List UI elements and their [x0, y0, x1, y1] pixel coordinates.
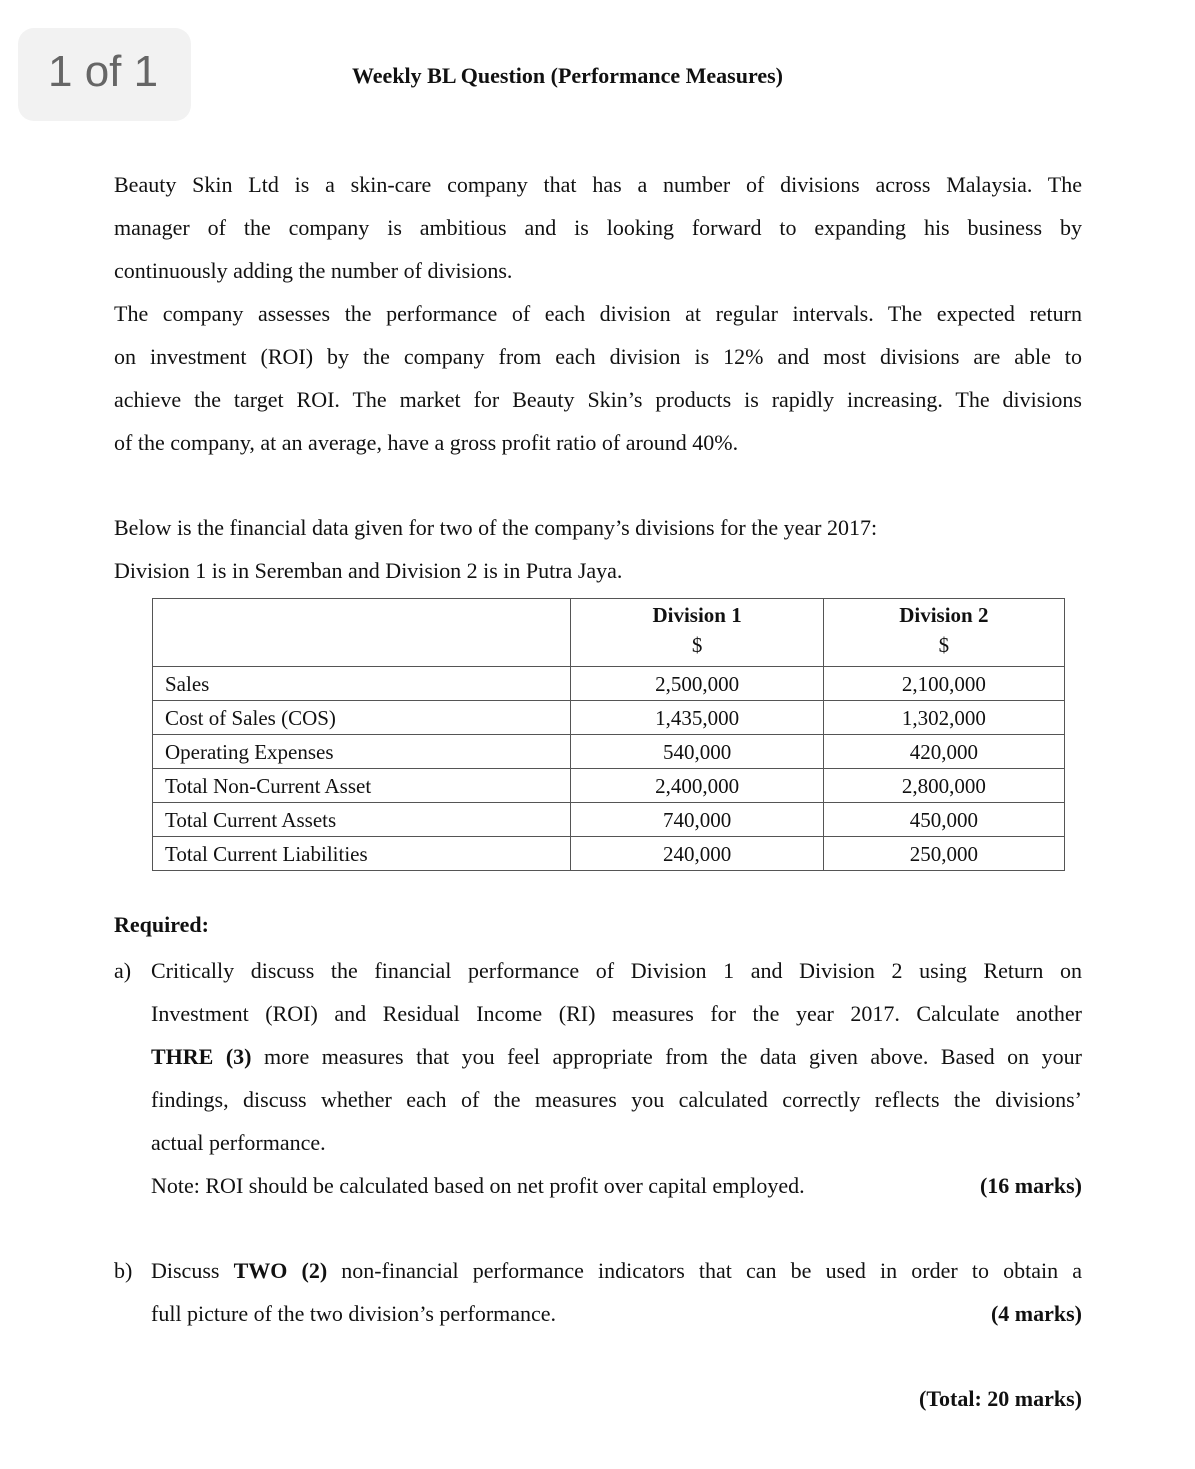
- row-label: Total Non-Current Asset: [153, 769, 571, 803]
- question-line: Investment (ROI) and Residual Income (RI) measures for the year 2017. Calculate another: [151, 1001, 1082, 1026]
- bold-count: THRE (3): [151, 1044, 252, 1069]
- page-indicator: 1 of 1: [18, 28, 191, 121]
- currency-symbol: $: [938, 633, 950, 657]
- data-intro-line: Below is the financial data given for two of the company’s divisions for the year 2017:: [114, 515, 878, 540]
- table-row: [153, 803, 1065, 837]
- division-1-value: 240,000: [571, 837, 823, 871]
- table-row: [153, 701, 1065, 735]
- intro-line: achieve the target ROI. The market for Beauty Skin’s products is rapidly increasing. The divisions: [114, 387, 1082, 412]
- question-line: findings, discuss whether each of the measures you calculated correctly reflects the divisions’: [151, 1087, 1082, 1112]
- table-row: [153, 667, 1065, 701]
- marks-label: (16 marks): [979, 1173, 1082, 1198]
- row-label: Cost of Sales (COS): [153, 701, 571, 735]
- question-body: [151, 1249, 1082, 1335]
- currency-symbol: $: [691, 633, 703, 657]
- intro-paragraph: [114, 163, 1082, 464]
- question-line-rest: non-financial performance indicators that can be used in order to obtain a: [327, 1258, 1082, 1283]
- bold-count: TWO (2): [233, 1258, 328, 1283]
- question-letter: a): [114, 958, 132, 983]
- table-row: [153, 837, 1065, 871]
- row-label: Sales: [153, 667, 571, 701]
- division-1-value: 740,000: [571, 803, 823, 837]
- division-2-value: 420,000: [823, 735, 1064, 769]
- division-1-value: 540,000: [571, 735, 823, 769]
- header-division-2: [823, 599, 1064, 667]
- question-b: [114, 1249, 1082, 1335]
- document-title: Weekly BL Question (Performance Measures): [352, 63, 783, 88]
- intro-line: of the company, at an average, have a gross profit ratio of around 40%.: [114, 430, 739, 455]
- division-1-value: 2,500,000: [571, 667, 823, 701]
- intro-line: The company assesses the performance of each division at regular intervals. The expected return: [114, 301, 1082, 326]
- note-row: [151, 1164, 1082, 1207]
- data-intro-paragraph: [114, 506, 1082, 592]
- division-name: Division 2: [899, 603, 989, 627]
- intro-line: continuously adding the number of divisions.: [114, 258, 513, 283]
- division-2-value: 2,100,000: [823, 667, 1064, 701]
- question-line: [151, 1035, 1082, 1078]
- data-intro-line: Division 1 is in Seremban and Division 2 is in Putra Jaya.: [114, 558, 623, 583]
- intro-line: manager of the company is ambitious and is looking forward to expanding his business by: [114, 215, 1082, 240]
- financial-data-table: [152, 598, 1065, 871]
- division-2-value: 2,800,000: [823, 769, 1064, 803]
- division-2-value: 1,302,000: [823, 701, 1064, 735]
- question-line: actual performance.: [151, 1130, 326, 1155]
- division-1-value: 1,435,000: [571, 701, 823, 735]
- question-body: [151, 949, 1082, 1207]
- division-name: Division 1: [652, 603, 742, 627]
- required-heading: Required:: [114, 912, 209, 937]
- question-a: [114, 949, 1082, 1207]
- marks-label: (4 marks): [990, 1301, 1082, 1326]
- question-line-pre: Discuss: [151, 1258, 234, 1283]
- row-label: Total Current Liabilities: [153, 837, 571, 871]
- question-line-rest: more measures that you feel appropriate from the data given above. Based on your: [251, 1044, 1083, 1069]
- question-letter: b): [114, 1258, 133, 1283]
- table-header-row: [153, 599, 1065, 667]
- intro-line: on investment (ROI) by the company from each division is 12% and most divisions are able to: [114, 344, 1082, 369]
- question-line-with-marks: [151, 1292, 1082, 1335]
- row-label: Operating Expenses: [153, 735, 571, 769]
- row-label: Total Current Assets: [153, 803, 571, 837]
- total-marks: (Total: 20 marks): [919, 1386, 1082, 1411]
- question-line: full picture of the two division’s performance.: [151, 1301, 557, 1326]
- question-line: Critically discuss the financial performance of Division 1 and Division 2 using Return on: [151, 958, 1082, 983]
- note-text: Note: ROI should be calculated based on net profit over capital employed.: [151, 1173, 805, 1198]
- table-row: [153, 769, 1065, 803]
- question-line: [151, 1249, 1082, 1292]
- header-division-1: [571, 599, 823, 667]
- table-row: [153, 735, 1065, 769]
- division-2-value: 450,000: [823, 803, 1064, 837]
- division-1-value: 2,400,000: [571, 769, 823, 803]
- division-2-value: 250,000: [823, 837, 1064, 871]
- intro-line: Beauty Skin Ltd is a skin-care company that has a number of divisions across Malaysia. The: [114, 172, 1082, 197]
- header-empty-cell: [153, 599, 571, 667]
